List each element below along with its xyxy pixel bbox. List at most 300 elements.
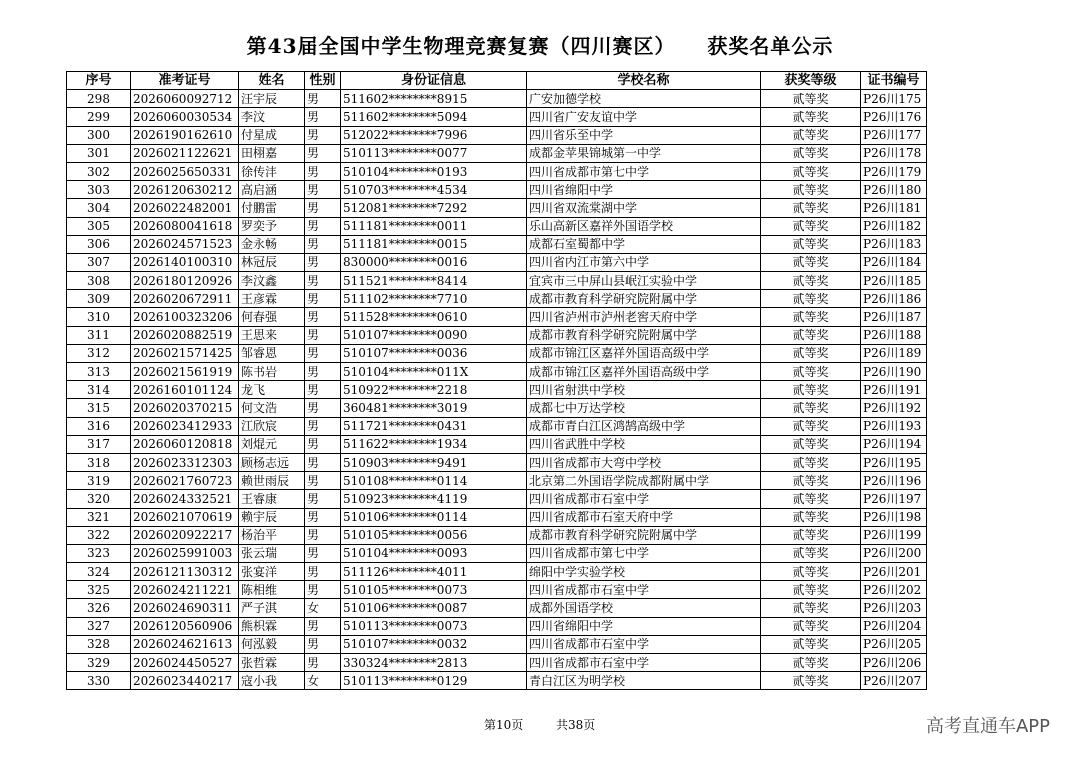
table-row — [67, 144, 927, 162]
cell-name: 赖宇辰 — [239, 508, 305, 526]
cell-id-card: 510113********0073 — [341, 617, 527, 635]
cell-gender: 男 — [305, 344, 341, 362]
cell-school: 四川省成都市石室中学 — [527, 654, 761, 672]
page-number: 第10页 — [484, 718, 524, 732]
cell-cert: P26川185 — [861, 272, 927, 290]
header-col-id-card: 身份证信息 — [341, 72, 527, 90]
cell-cert: P26川191 — [861, 381, 927, 399]
cell-school: 成都市青白江区鸿鹄高级中学 — [527, 417, 761, 435]
cell-cert: P26川202 — [861, 581, 927, 599]
cell-seq: 306 — [67, 235, 131, 253]
cell-seq: 324 — [67, 563, 131, 581]
cell-exam-id: 2026020922217 — [131, 526, 239, 544]
cell-name: 林冠辰 — [239, 253, 305, 271]
cell-id-card: 511102********7710 — [341, 290, 527, 308]
cell-name: 李汶 — [239, 108, 305, 126]
table-row — [67, 108, 927, 126]
cell-seq: 311 — [67, 326, 131, 344]
cell-id-card: 360481********3019 — [341, 399, 527, 417]
cell-id-card: 510107********0090 — [341, 326, 527, 344]
cell-gender: 男 — [305, 544, 341, 562]
cell-name: 田栩嘉 — [239, 144, 305, 162]
cell-gender: 男 — [305, 199, 341, 217]
table-row — [67, 453, 927, 471]
cell-cert: P26川175 — [861, 90, 927, 108]
cell-name: 徐传沣 — [239, 162, 305, 180]
cell-award: 贰等奖 — [761, 417, 861, 435]
cell-school: 成都外国语学校 — [527, 599, 761, 617]
cell-seq: 312 — [67, 344, 131, 362]
cell-school: 青白江区为明学校 — [527, 672, 761, 690]
cell-exam-id: 2026024211221 — [131, 581, 239, 599]
cell-gender: 男 — [305, 290, 341, 308]
cell-school: 成都市教育科学研究院附属中学 — [527, 290, 761, 308]
cell-school: 四川省成都市第七中学 — [527, 544, 761, 562]
cell-seq: 325 — [67, 581, 131, 599]
cell-id-card: 511521********8414 — [341, 272, 527, 290]
cell-gender: 男 — [305, 272, 341, 290]
table-row — [67, 199, 927, 217]
cell-id-card: 510113********0077 — [341, 144, 527, 162]
cell-name: 张宴洋 — [239, 563, 305, 581]
cell-award: 贰等奖 — [761, 90, 861, 108]
cell-exam-id: 2026140100310 — [131, 253, 239, 271]
cell-exam-id: 2026020370215 — [131, 399, 239, 417]
cell-name: 熊枳霖 — [239, 617, 305, 635]
cell-school: 北京第二外国语学院成都附属中学 — [527, 472, 761, 490]
cell-name: 高启涵 — [239, 181, 305, 199]
cell-name: 张哲霖 — [239, 654, 305, 672]
cell-name: 龙飞 — [239, 381, 305, 399]
cell-award: 贰等奖 — [761, 399, 861, 417]
cell-id-card: 511721********0431 — [341, 417, 527, 435]
cell-id-card: 512022********7996 — [341, 126, 527, 144]
cell-exam-id: 2026121130312 — [131, 563, 239, 581]
table-row — [67, 272, 927, 290]
cell-cert: P26川203 — [861, 599, 927, 617]
cell-school: 成都市锦江区嘉祥外国语高级中学 — [527, 363, 761, 381]
cell-cert: P26川195 — [861, 453, 927, 471]
table-row — [67, 435, 927, 453]
cell-award: 贰等奖 — [761, 581, 861, 599]
table-row — [67, 90, 927, 108]
cell-seq: 329 — [67, 654, 131, 672]
cell-exam-id: 2026024450527 — [131, 654, 239, 672]
cell-gender: 男 — [305, 363, 341, 381]
cell-seq: 310 — [67, 308, 131, 326]
cell-gender: 男 — [305, 508, 341, 526]
cell-school: 成都市教育科学研究院附属中学 — [527, 526, 761, 544]
cell-school: 宜宾市三中屏山县岷江实验中学 — [527, 272, 761, 290]
cell-seq: 307 — [67, 253, 131, 271]
cell-seq: 321 — [67, 508, 131, 526]
cell-name: 王思来 — [239, 326, 305, 344]
cell-school: 乐山高新区嘉祥外国语学校 — [527, 217, 761, 235]
watermark: 高考直通车APP — [925, 716, 1050, 737]
cell-id-card: 510105********0073 — [341, 581, 527, 599]
cell-exam-id: 2026060120818 — [131, 435, 239, 453]
cell-seq: 314 — [67, 381, 131, 399]
cell-cert: P26川180 — [861, 181, 927, 199]
cell-seq: 319 — [67, 472, 131, 490]
cell-exam-id: 2026060030534 — [131, 108, 239, 126]
cell-seq: 308 — [67, 272, 131, 290]
cell-id-card: 830000********0016 — [341, 253, 527, 271]
header-col-gender: 性别 — [305, 72, 341, 90]
cell-seq: 301 — [67, 144, 131, 162]
cell-gender: 男 — [305, 490, 341, 508]
cell-cert: P26川178 — [861, 144, 927, 162]
cell-cert: P26川186 — [861, 290, 927, 308]
cell-id-card: 510107********0036 — [341, 344, 527, 362]
cell-award: 贰等奖 — [761, 435, 861, 453]
cell-seq: 304 — [67, 199, 131, 217]
cell-name: 陈书岩 — [239, 363, 305, 381]
cell-school: 四川省乐至中学 — [527, 126, 761, 144]
cell-name: 付鹏雷 — [239, 199, 305, 217]
cell-exam-id: 2026022482001 — [131, 199, 239, 217]
cell-award: 贰等奖 — [761, 363, 861, 381]
cell-gender: 男 — [305, 581, 341, 599]
cell-school: 四川省泸州市泸州老窖天府中学 — [527, 308, 761, 326]
cell-id-card: 512081********7292 — [341, 199, 527, 217]
cell-cert: P26川176 — [861, 108, 927, 126]
cell-id-card: 510104********0193 — [341, 162, 527, 180]
cell-name: 杨治平 — [239, 526, 305, 544]
cell-id-card: 511622********1934 — [341, 435, 527, 453]
table-row — [67, 162, 927, 180]
cell-award: 贰等奖 — [761, 617, 861, 635]
cell-name: 邹睿恩 — [239, 344, 305, 362]
cell-gender: 男 — [305, 526, 341, 544]
cell-gender: 男 — [305, 90, 341, 108]
cell-exam-id: 2026180120926 — [131, 272, 239, 290]
cell-cert: P26川190 — [861, 363, 927, 381]
cell-gender: 男 — [305, 435, 341, 453]
cell-school: 四川省成都市石室中学 — [527, 490, 761, 508]
cell-school: 成都七中万达学校 — [527, 399, 761, 417]
cell-seq: 323 — [67, 544, 131, 562]
cell-exam-id: 2026021760723 — [131, 472, 239, 490]
header-col-seq: 序号 — [67, 72, 131, 90]
cell-cert: P26川198 — [861, 508, 927, 526]
page-title: 第43届全国中学生物理竞赛复赛（四川赛区） 获奖名单公示 — [246, 34, 834, 58]
table-row — [67, 417, 927, 435]
cell-award: 贰等奖 — [761, 144, 861, 162]
cell-exam-id: 2026120630212 — [131, 181, 239, 199]
cell-id-card: 330324********2813 — [341, 654, 527, 672]
cell-gender: 男 — [305, 417, 341, 435]
header-col-exam-id: 准考证号 — [131, 72, 239, 90]
table-row — [67, 599, 927, 617]
cell-school: 广安加德学校 — [527, 90, 761, 108]
table-row — [67, 544, 927, 562]
cell-seq: 303 — [67, 181, 131, 199]
cell-award: 贰等奖 — [761, 563, 861, 581]
cell-gender: 男 — [305, 635, 341, 653]
cell-seq: 300 — [67, 126, 131, 144]
cell-name: 罗奕予 — [239, 217, 305, 235]
cell-award: 贰等奖 — [761, 453, 861, 471]
cell-id-card: 511602********5094 — [341, 108, 527, 126]
table-row — [67, 181, 927, 199]
cell-school: 成都金苹果锦城第一中学 — [527, 144, 761, 162]
cell-seq: 316 — [67, 417, 131, 435]
cell-award: 贰等奖 — [761, 235, 861, 253]
cell-id-card: 510923********4119 — [341, 490, 527, 508]
cell-seq: 313 — [67, 363, 131, 381]
table-row — [67, 235, 927, 253]
table-row — [67, 635, 927, 653]
cell-gender: 男 — [305, 162, 341, 180]
cell-exam-id: 2026021070619 — [131, 508, 239, 526]
cell-award: 贰等奖 — [761, 672, 861, 690]
cell-exam-id: 2026023440217 — [131, 672, 239, 690]
cell-cert: P26川196 — [861, 472, 927, 490]
cell-exam-id: 2026190162610 — [131, 126, 239, 144]
cell-cert: P26川200 — [861, 544, 927, 562]
cell-id-card: 510922********2218 — [341, 381, 527, 399]
table-row — [67, 381, 927, 399]
cell-exam-id: 2026024332521 — [131, 490, 239, 508]
cell-name: 江欣宸 — [239, 417, 305, 435]
cell-award: 贰等奖 — [761, 253, 861, 271]
cell-school: 四川省内江市第六中学 — [527, 253, 761, 271]
cell-gender: 男 — [305, 563, 341, 581]
cell-name: 王彦霖 — [239, 290, 305, 308]
cell-exam-id: 2026024621613 — [131, 635, 239, 653]
cell-gender: 男 — [305, 453, 341, 471]
cell-gender: 女 — [305, 599, 341, 617]
cell-cert: P26川182 — [861, 217, 927, 235]
cell-name: 严子淇 — [239, 599, 305, 617]
cell-cert: P26川201 — [861, 563, 927, 581]
cell-seq: 299 — [67, 108, 131, 126]
cell-gender: 男 — [305, 181, 341, 199]
cell-gender: 男 — [305, 654, 341, 672]
cell-name: 寇小我 — [239, 672, 305, 690]
cell-id-card: 510106********0114 — [341, 508, 527, 526]
cell-seq: 305 — [67, 217, 131, 235]
cell-exam-id: 2026100323206 — [131, 308, 239, 326]
cell-school: 四川省双流棠湖中学 — [527, 199, 761, 217]
cell-gender: 男 — [305, 235, 341, 253]
cell-gender: 男 — [305, 326, 341, 344]
cell-school: 四川省成都市石室中学 — [527, 581, 761, 599]
cell-gender: 男 — [305, 308, 341, 326]
cell-exam-id: 2026021122621 — [131, 144, 239, 162]
header-col-name: 姓名 — [239, 72, 305, 90]
cell-award: 贰等奖 — [761, 381, 861, 399]
cell-exam-id: 2026080041618 — [131, 217, 239, 235]
cell-award: 贰等奖 — [761, 272, 861, 290]
cell-school: 绵阳中学实验学校 — [527, 563, 761, 581]
cell-seq: 315 — [67, 399, 131, 417]
cell-id-card: 510108********0114 — [341, 472, 527, 490]
cell-award: 贰等奖 — [761, 290, 861, 308]
cell-exam-id: 2026025650331 — [131, 162, 239, 180]
cell-seq: 309 — [67, 290, 131, 308]
cell-school: 四川省成都市石室中学 — [527, 635, 761, 653]
cell-exam-id: 2026060092712 — [131, 90, 239, 108]
cell-school: 四川省绵阳中学 — [527, 617, 761, 635]
cell-name: 刘焜元 — [239, 435, 305, 453]
cell-id-card: 510703********4534 — [341, 181, 527, 199]
cell-cert: P26川193 — [861, 417, 927, 435]
table-row — [67, 326, 927, 344]
cell-exam-id: 2026023412933 — [131, 417, 239, 435]
cell-cert: P26川207 — [861, 672, 927, 690]
cell-exam-id: 2026160101124 — [131, 381, 239, 399]
cell-gender: 男 — [305, 253, 341, 271]
table-row — [67, 617, 927, 635]
cell-exam-id: 2026025991003 — [131, 544, 239, 562]
cell-name: 何春强 — [239, 308, 305, 326]
cell-exam-id: 2026021561919 — [131, 363, 239, 381]
cell-school: 四川省绵阳中学 — [527, 181, 761, 199]
cell-school: 成都市教育科学研究院附属中学 — [527, 326, 761, 344]
table-row — [67, 363, 927, 381]
table-row — [67, 672, 927, 690]
cell-award: 贰等奖 — [761, 635, 861, 653]
cell-cert: P26川192 — [861, 399, 927, 417]
cell-cert: P26川205 — [861, 635, 927, 653]
cell-seq: 320 — [67, 490, 131, 508]
cell-seq: 298 — [67, 90, 131, 108]
cell-gender: 男 — [305, 617, 341, 635]
cell-cert: P26川199 — [861, 526, 927, 544]
cell-cert: P26川183 — [861, 235, 927, 253]
cell-award: 贰等奖 — [761, 599, 861, 617]
cell-school: 四川省武胜中学校 — [527, 435, 761, 453]
cell-seq: 328 — [67, 635, 131, 653]
cell-school: 成都市锦江区嘉祥外国语高级中学 — [527, 344, 761, 362]
cell-award: 贰等奖 — [761, 654, 861, 672]
header-col-cert: 证书编号 — [861, 72, 927, 90]
cell-id-card: 511126********4011 — [341, 563, 527, 581]
cell-seq: 322 — [67, 526, 131, 544]
cell-id-card: 510903********9491 — [341, 453, 527, 471]
cell-id-card: 511602********8915 — [341, 90, 527, 108]
cell-award: 贰等奖 — [761, 344, 861, 362]
cell-seq: 326 — [67, 599, 131, 617]
table-row — [67, 472, 927, 490]
cell-exam-id: 2026021571425 — [131, 344, 239, 362]
cell-school: 四川省成都市第七中学 — [527, 162, 761, 180]
cell-id-card: 510104********011X — [341, 363, 527, 381]
cell-school: 成都石室蜀都中学 — [527, 235, 761, 253]
table-row — [67, 399, 927, 417]
cell-gender: 男 — [305, 381, 341, 399]
cell-id-card: 510104********0093 — [341, 544, 527, 562]
table-row — [67, 126, 927, 144]
table-row — [67, 308, 927, 326]
table-row — [67, 526, 927, 544]
cell-school: 四川省射洪中学校 — [527, 381, 761, 399]
cell-award: 贰等奖 — [761, 162, 861, 180]
award-table — [66, 71, 927, 690]
cell-award: 贰等奖 — [761, 308, 861, 326]
header-col-award: 获奖等级 — [761, 72, 861, 90]
cell-cert: P26川206 — [861, 654, 927, 672]
cell-gender: 男 — [305, 472, 341, 490]
cell-id-card: 510106********0087 — [341, 599, 527, 617]
cell-cert: P26川187 — [861, 308, 927, 326]
header-col-school: 学校名称 — [527, 72, 761, 90]
table-row — [67, 217, 927, 235]
table-row — [67, 563, 927, 581]
cell-gender: 男 — [305, 108, 341, 126]
table-row — [67, 654, 927, 672]
cell-cert: P26川188 — [861, 326, 927, 344]
cell-name: 陈相维 — [239, 581, 305, 599]
cell-cert: P26川189 — [861, 344, 927, 362]
cell-cert: P26川197 — [861, 490, 927, 508]
cell-cert: P26川204 — [861, 617, 927, 635]
cell-school: 四川省广安友谊中学 — [527, 108, 761, 126]
cell-id-card: 510105********0056 — [341, 526, 527, 544]
cell-name: 王睿康 — [239, 490, 305, 508]
cell-seq: 318 — [67, 453, 131, 471]
cell-cert: P26川184 — [861, 253, 927, 271]
cell-cert: P26川181 — [861, 199, 927, 217]
cell-award: 贰等奖 — [761, 326, 861, 344]
cell-id-card: 511181********0015 — [341, 235, 527, 253]
cell-id-card: 510113********0129 — [341, 672, 527, 690]
table-row — [67, 581, 927, 599]
page-total: 共38页 — [556, 718, 596, 732]
cell-award: 贰等奖 — [761, 490, 861, 508]
cell-award: 贰等奖 — [761, 126, 861, 144]
cell-exam-id: 2026024571523 — [131, 235, 239, 253]
cell-gender: 男 — [305, 144, 341, 162]
table-row — [67, 253, 927, 271]
cell-seq: 330 — [67, 672, 131, 690]
table-row — [67, 490, 927, 508]
cell-school: 四川省成都市大弯中学校 — [527, 453, 761, 471]
cell-award: 贰等奖 — [761, 217, 861, 235]
cell-award: 贰等奖 — [761, 508, 861, 526]
cell-award: 贰等奖 — [761, 526, 861, 544]
cell-seq: 327 — [67, 617, 131, 635]
cell-exam-id: 2026020672911 — [131, 290, 239, 308]
cell-name: 金永畅 — [239, 235, 305, 253]
table-header-row — [67, 72, 927, 90]
cell-exam-id: 2026023312303 — [131, 453, 239, 471]
cell-seq: 302 — [67, 162, 131, 180]
cell-school: 四川省成都市石室天府中学 — [527, 508, 761, 526]
cell-exam-id: 2026020882519 — [131, 326, 239, 344]
cell-name: 李汶鑫 — [239, 272, 305, 290]
table-row — [67, 290, 927, 308]
cell-name: 何泓毅 — [239, 635, 305, 653]
table-row — [67, 344, 927, 362]
cell-cert: P26川177 — [861, 126, 927, 144]
cell-award: 贰等奖 — [761, 199, 861, 217]
cell-gender: 男 — [305, 217, 341, 235]
cell-cert: P26川194 — [861, 435, 927, 453]
cell-exam-id: 2026024690311 — [131, 599, 239, 617]
cell-name: 汪宇辰 — [239, 90, 305, 108]
cell-gender: 男 — [305, 126, 341, 144]
cell-award: 贰等奖 — [761, 544, 861, 562]
cell-name: 赖世雨辰 — [239, 472, 305, 490]
cell-gender: 女 — [305, 672, 341, 690]
cell-gender: 男 — [305, 399, 341, 417]
cell-name: 张云瑞 — [239, 544, 305, 562]
cell-name: 何文浩 — [239, 399, 305, 417]
cell-cert: P26川179 — [861, 162, 927, 180]
